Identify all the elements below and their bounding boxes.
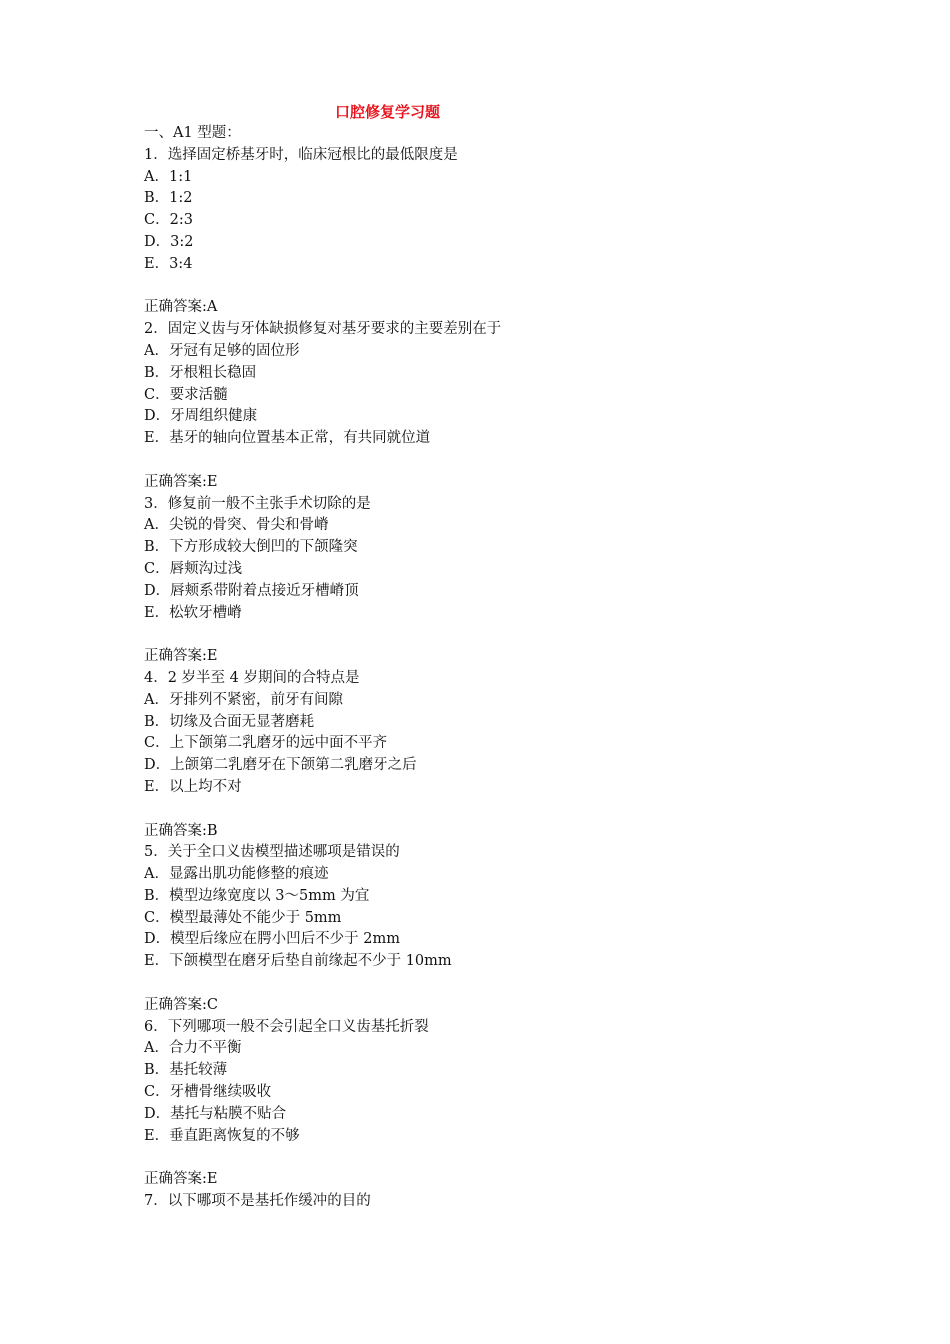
option-b: B．牙根粗长稳固 xyxy=(144,364,257,381)
answer-text: 正确答案:E xyxy=(144,473,218,490)
document-body xyxy=(144,123,844,1213)
spacer xyxy=(144,276,844,298)
option-c: C．唇颊沟过浅 xyxy=(144,560,243,577)
option-e: E．以上均不对 xyxy=(144,778,242,795)
document-title: 口腔修复学习题 xyxy=(334,103,440,121)
option-d: D．唇颊系带附着点接近牙槽嵴顶 xyxy=(144,582,359,599)
question-text: 5．关于全口义齿模型描述哪项是错误的 xyxy=(144,844,400,861)
option-b: B．模型边缘宽度以 3～5mm 为宜 xyxy=(144,887,370,904)
option-c: C．牙槽骨继续吸收 xyxy=(144,1084,272,1101)
option-a: A．合力不平衡 xyxy=(144,1040,242,1057)
option-e: E．3:4 xyxy=(144,255,193,272)
spacer xyxy=(144,450,844,472)
question-text: 2．固定义齿与牙体缺损修复对基牙要求的主要差别在于 xyxy=(144,321,502,338)
option-e: E．垂直距离恢复的不够 xyxy=(144,1127,300,1144)
spacer xyxy=(144,799,844,821)
option-d: D．3:2 xyxy=(144,233,194,250)
option-e: E．松软牙槽嵴 xyxy=(144,604,242,621)
option-e: E．基牙的轴向位置基本正常，有共同就位道 xyxy=(144,430,431,447)
question-text: 6．下列哪项一般不会引起全口义齿基托折裂 xyxy=(144,1018,429,1035)
answer-text: 正确答案:E xyxy=(144,1171,218,1188)
question-text: 1．选择固定桥基牙时，临床冠根比的最低限度是 xyxy=(144,146,458,163)
option-b: B．基托较薄 xyxy=(144,1062,228,1079)
answer-text: 正确答案:C xyxy=(144,996,218,1013)
option-a: A．牙冠有足够的固位形 xyxy=(144,342,300,359)
option-c: C．要求活髓 xyxy=(144,386,228,403)
spacer xyxy=(144,1147,844,1169)
option-a: A．显露出肌功能修整的痕迹 xyxy=(144,866,329,883)
question-text: 4．2 岁半至 4 岁期间的合特点是 xyxy=(144,669,360,686)
option-d: D．基托与粘膜不贴合 xyxy=(144,1105,287,1122)
option-a: A．1:1 xyxy=(144,168,193,185)
spacer xyxy=(144,973,844,995)
option-c: C．上下颌第二乳磨牙的远中面不平齐 xyxy=(144,735,388,752)
option-c: C．2:3 xyxy=(144,212,193,229)
option-a: A．尖锐的骨突、骨尖和骨嵴 xyxy=(144,517,329,534)
option-d: D．模型后缘应在腭小凹后不少于 2mm xyxy=(144,931,400,948)
spacer xyxy=(144,624,844,646)
option-d: D．上颌第二乳磨牙在下颌第二乳磨牙之后 xyxy=(144,757,417,774)
option-c: C．模型最薄处不能少于 5mm xyxy=(144,909,342,926)
answer-text: 正确答案:A xyxy=(144,299,218,316)
option-b: B．1:2 xyxy=(144,190,193,207)
question-text: 7．以下哪项不是基托作缓冲的目的 xyxy=(144,1193,371,1210)
answer-text: 正确答案:E xyxy=(144,648,218,665)
question-text: 3．修复前一般不主张手术切除的是 xyxy=(144,495,371,512)
option-d: D．牙周组织健康 xyxy=(144,408,258,425)
option-b: B．切缘及合面无显著磨耗 xyxy=(144,713,315,730)
option-a: A．牙排列不紧密，前牙有间隙 xyxy=(144,691,343,708)
section-heading: 一、A1 型题： xyxy=(144,125,241,141)
option-b: B．下方形成较大倒凹的下颌隆突 xyxy=(144,539,358,556)
option-e: E．下颌模型在磨牙后垫自前缘起不少于 10mm xyxy=(144,953,452,970)
answer-text: 正确答案:B xyxy=(144,822,218,839)
